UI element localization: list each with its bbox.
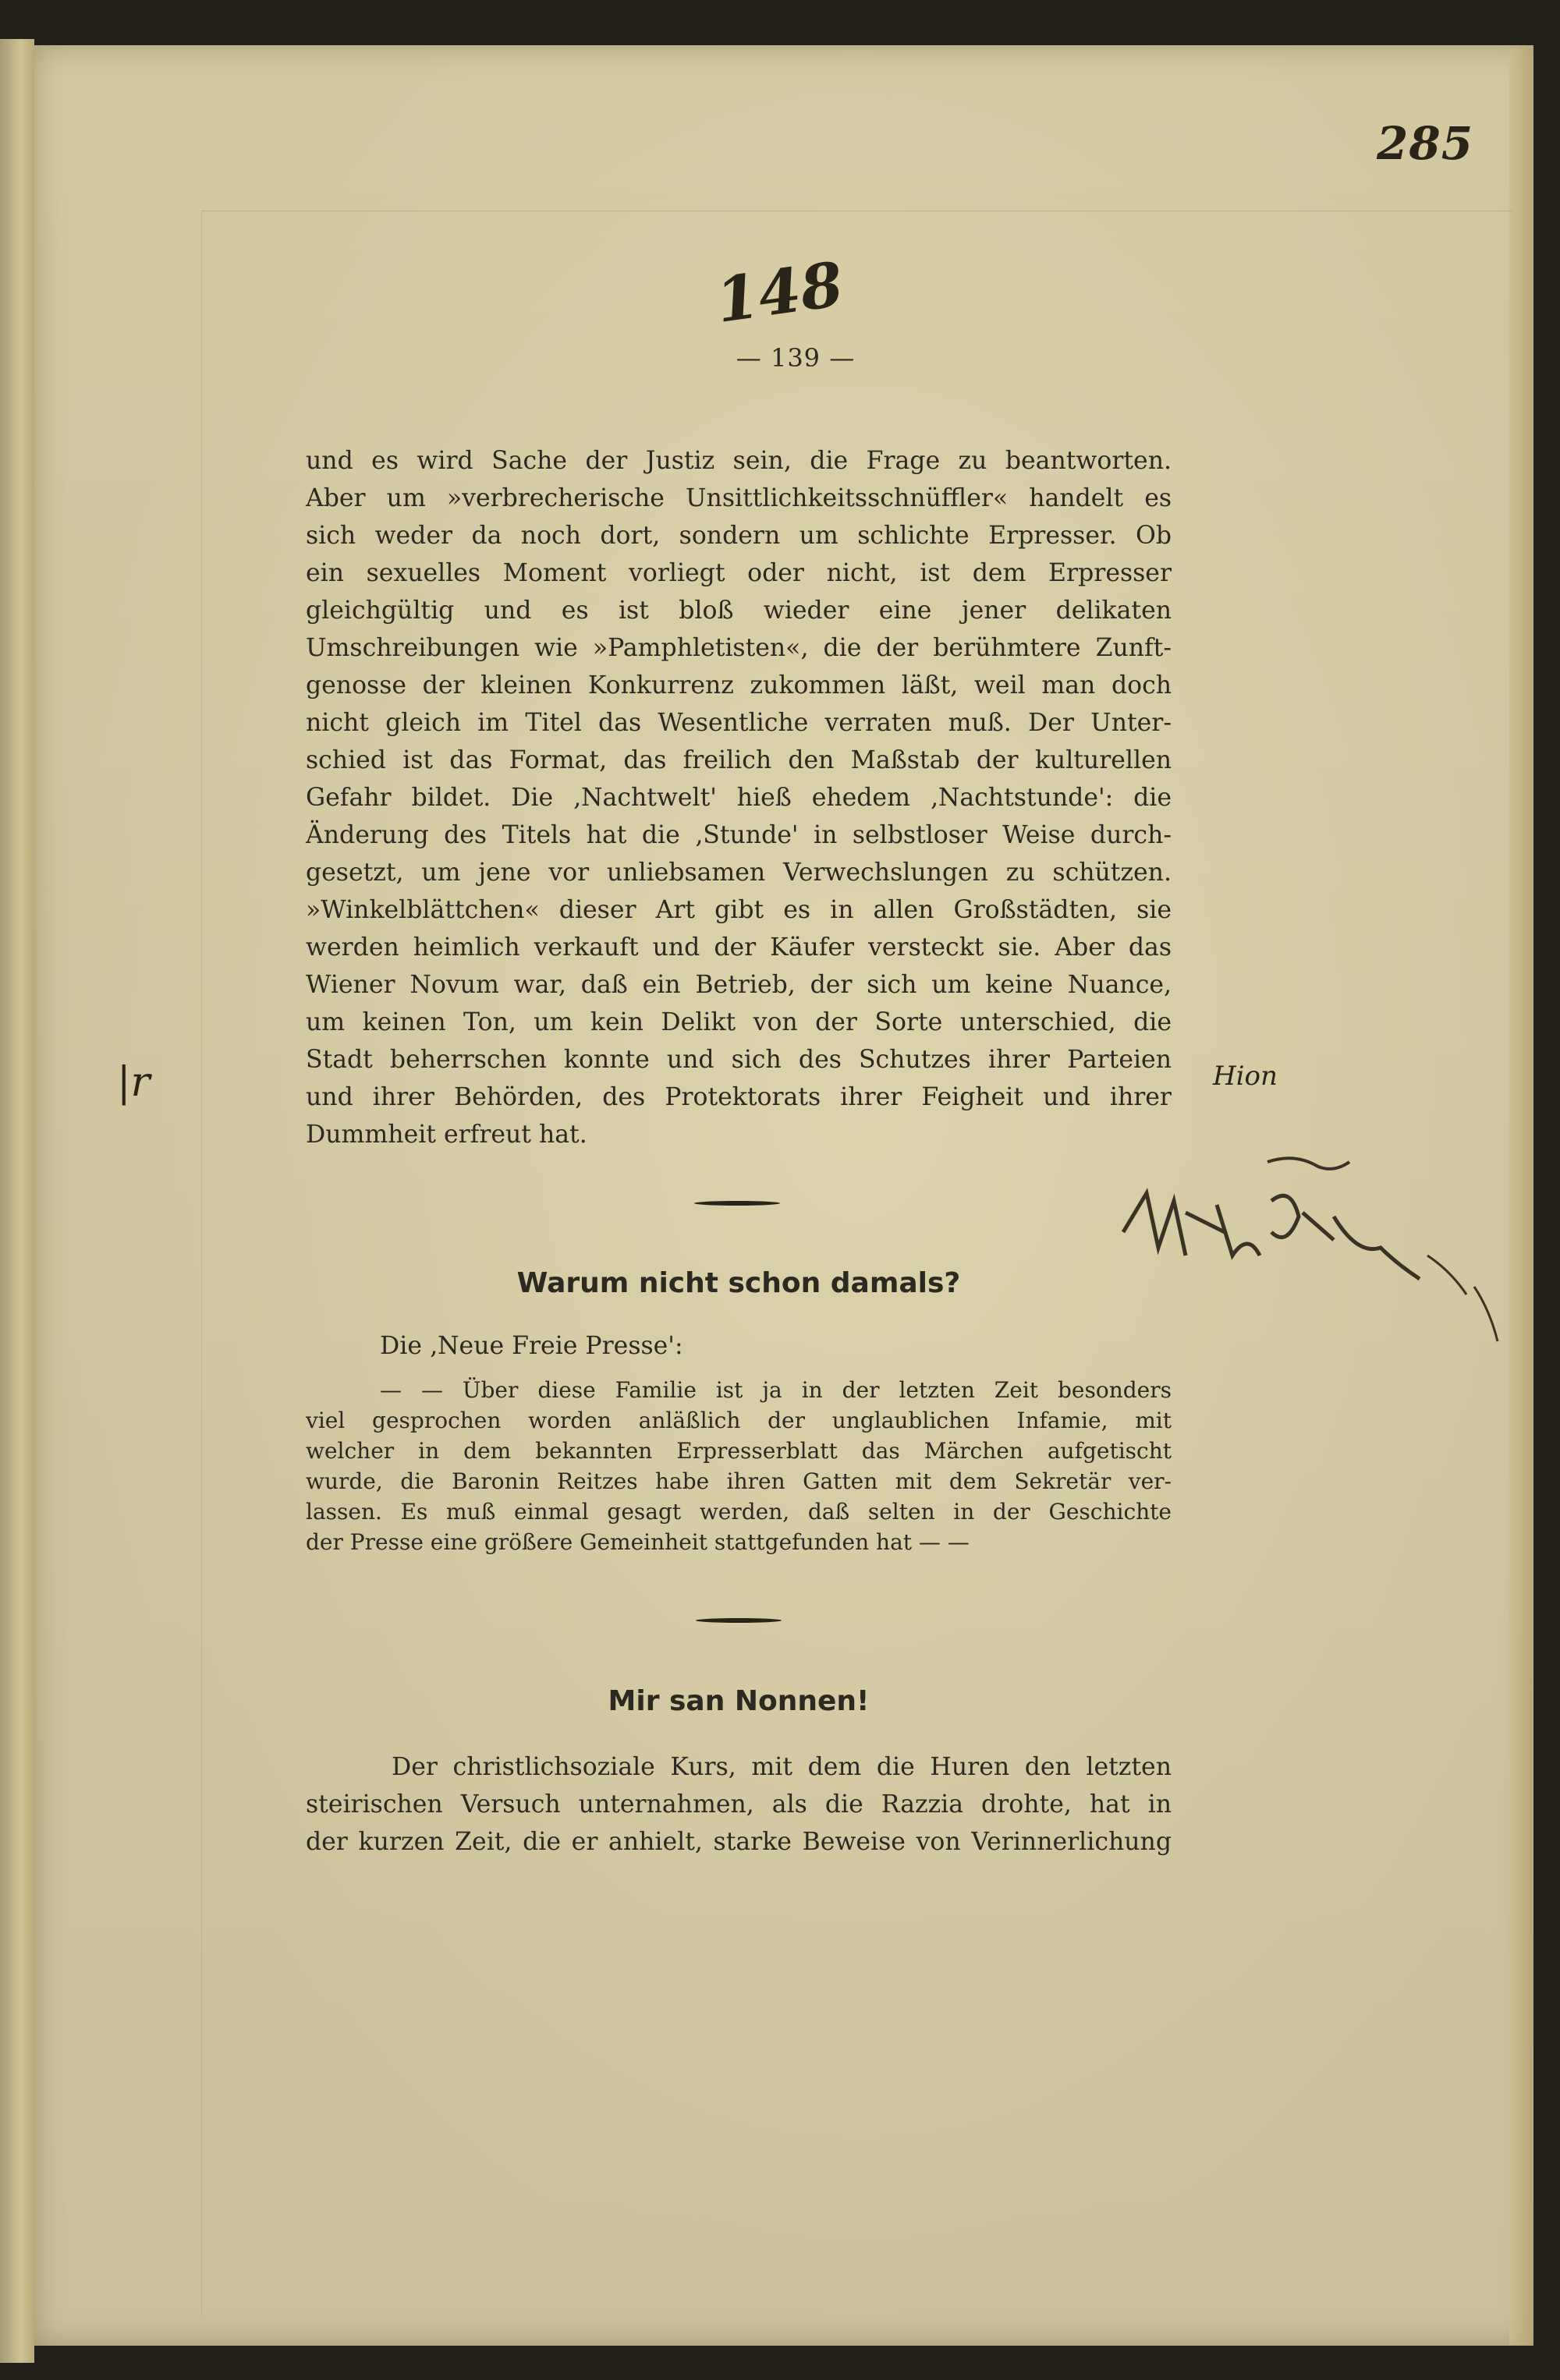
quote-line: welcher in dem bekannten Erpresserblatt das Märchen aufgetischt	[306, 1438, 1172, 1464]
printed-page-number-text: — 139 —	[736, 343, 856, 373]
quoted-text	[306, 1375, 1172, 1557]
archive-page-number: 285	[1377, 117, 1474, 170]
body-line: gleichgültig und es ist bloß wieder eine jener delikaten	[306, 597, 1172, 625]
quote-line: viel gesprochen worden anläßlich der unglaublichen Infamie, mit	[306, 1408, 1172, 1433]
body-line: Umschreibungen wie »Pamphletisten«, die der berühmtere Zunft-	[306, 634, 1172, 662]
quote-line: lassen. Es muß einmal gesagt werden, daß selten in der Geschichte	[306, 1499, 1172, 1525]
previous-page-edge	[0, 39, 34, 2363]
body-line: um keinen Ton, um kein Delikt von der Sorte unterschied, die	[306, 1008, 1172, 1036]
margin-note-right: Hion	[1213, 1061, 1278, 1092]
body-line: Wiener Novum war, daß ein Betrieb, der sich um keine Nuance,	[306, 971, 1172, 999]
body-line: sich weder da noch dort, sondern um schlichte Erpresser. Ob	[306, 522, 1172, 550]
quote-line: — — Über diese Familie ist ja in der letzten Zeit besonders	[380, 1377, 1172, 1403]
section-divider	[694, 1201, 780, 1206]
handwritten-page-number: 148	[711, 249, 848, 337]
quote-line: der Presse eine größere Gemeinheit stattgefunden hat — —	[306, 1529, 970, 1555]
quote-intro: Die ‚Neue Freie Presse':	[380, 1332, 683, 1360]
body-line: Gefahr bildet. Die ‚Nachtwelt' hieß ehedem ‚Nachtstunde': die	[306, 784, 1172, 812]
section-heading: Warum nicht schon damals?	[516, 1267, 961, 1299]
body-line: nicht gleich im Titel das Wesentliche verraten muß. Der Unter-	[306, 709, 1172, 737]
printed-page-number	[437, 343, 1154, 373]
body-paragraph	[306, 1748, 1172, 1861]
body-line: Der christlichsoziale Kurs, mit dem die Huren den letzten	[392, 1753, 1172, 1781]
body-line: Dummheit erfreut hat.	[306, 1121, 587, 1149]
body-paragraph	[306, 442, 1172, 1153]
body-line: Aber um »verbrecherische Unsittlichkeitsschnüffler« handelt es	[306, 484, 1172, 512]
body-line: werden heimlich verkauft und der Käufer versteckt sie. Aber das	[306, 933, 1172, 962]
body-line: schied ist das Format, das freilich den Maßstab der kulturellen	[306, 746, 1172, 774]
pencil-scribble-annotation	[1100, 1139, 1505, 1372]
body-line: und ihrer Behörden, des Protektorats ihrer Feigheit und ihrer	[306, 1083, 1172, 1111]
margin-note-left: |r	[117, 1059, 151, 1106]
body-line: Änderung des Titels hat die ‚Stunde' in selbstloser Weise durch-	[306, 821, 1172, 849]
section-divider	[696, 1618, 782, 1623]
body-line: »Winkelblättchen« dieser Art gibt es in allen Großstädten, sie	[306, 896, 1172, 924]
body-line: ein sexuelles Moment vorliegt oder nicht, ist dem Erpresser	[306, 559, 1172, 587]
body-line: gesetzt, um jene vor unliebsamen Verwechslungen zu schützen.	[306, 859, 1172, 887]
body-line: Stadt beherrschen konnte und sich des Schutzes ihrer Parteien	[306, 1046, 1172, 1074]
body-line: steirischen Versuch unternahmen, als die Razzia drohte, hat in	[306, 1790, 1172, 1819]
quote-line: wurde, die Baronin Reitzes habe ihren Gatten mit dem Sekretär ver-	[306, 1468, 1172, 1494]
body-line: und es wird Sache der Justiz sein, die Frage zu beantworten.	[306, 447, 1172, 475]
body-line: der kurzen Zeit, die er anhielt, starke Beweise von Verinnerlichung	[306, 1828, 1172, 1856]
body-line: genosse der kleinen Konkurrenz zukommen läßt, weil man doch	[306, 671, 1172, 699]
page-edge-stack	[1509, 48, 1533, 2345]
section-heading: Mir san Nonnen!	[608, 1685, 870, 1717]
